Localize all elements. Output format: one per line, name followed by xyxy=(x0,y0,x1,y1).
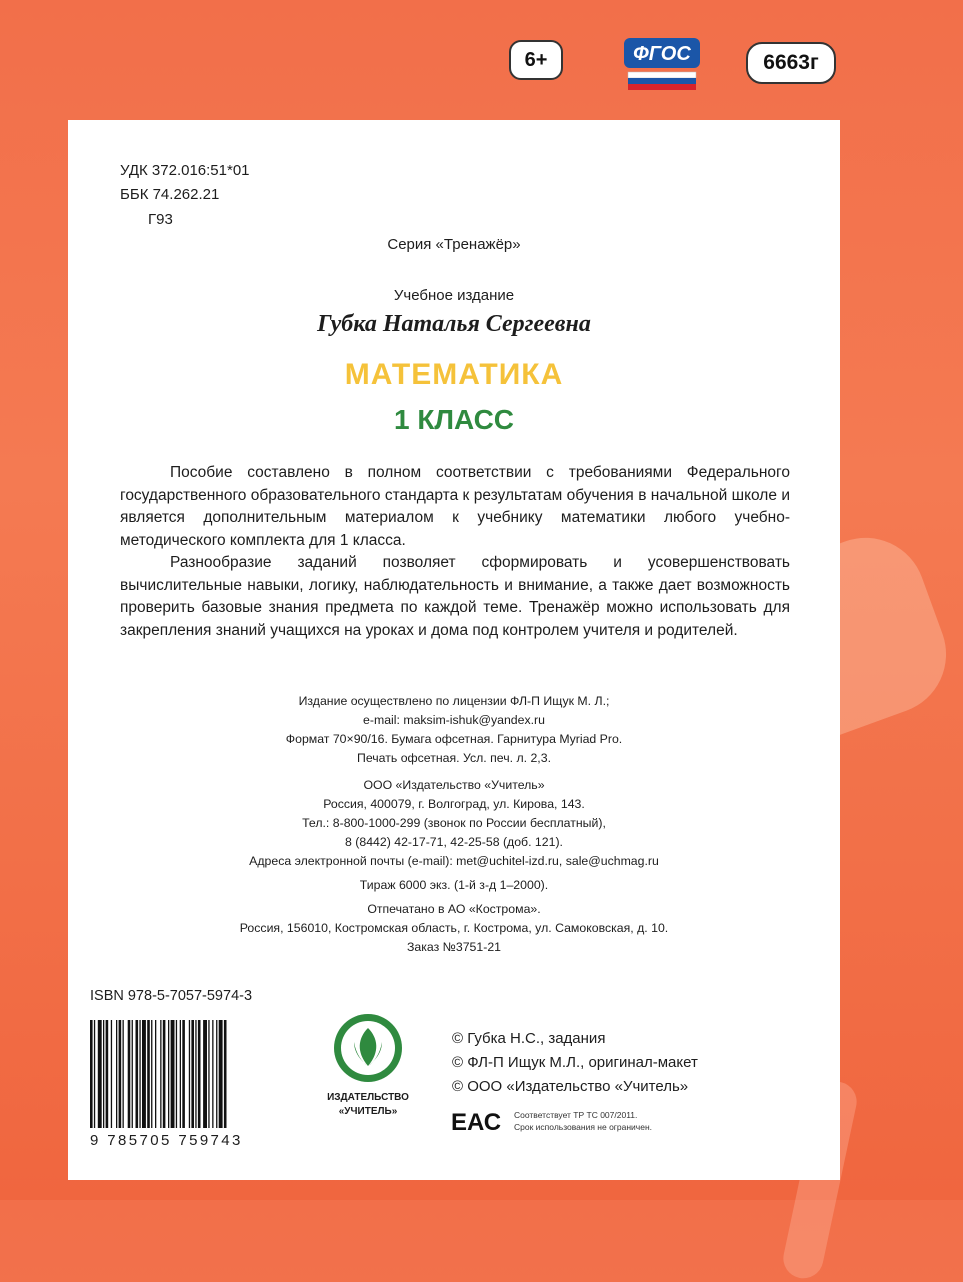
copyright-line: © ФЛ-П Ищук М.Л., оригинал-макет xyxy=(452,1054,698,1071)
license-email: e-mail: maksim-ishuk@yandex.ru xyxy=(363,713,545,727)
barcode-bar xyxy=(212,1020,213,1128)
grade-label: 1 КЛАСС xyxy=(393,404,515,435)
barcode-bar xyxy=(103,1020,104,1128)
publisher-logo-label: ИЗДАТЕЛЬСТВО xyxy=(327,1092,409,1103)
barcode-bar xyxy=(203,1020,207,1128)
publisher-block xyxy=(68,776,840,871)
series-name: Серия «Тренажёр» xyxy=(387,236,521,253)
barcode-bar xyxy=(168,1020,169,1128)
barcode-digits: 9 785705 759743 xyxy=(90,1132,243,1149)
certification-text: Соответствует ТР ТС 007/2011. xyxy=(514,1110,638,1120)
bbk-code: ББК 74.262.21 xyxy=(120,186,220,203)
barcode-bar xyxy=(189,1020,190,1128)
book-title: МАТЕМАТИКА xyxy=(344,358,564,391)
barcode-bar xyxy=(219,1020,223,1128)
publisher-phone-2: 8 (8442) 42-17-71, 42-25-58 (доб. 121). xyxy=(345,835,563,849)
publisher-address: Россия, 400079, г. Волгоград, ул. Кирова, 143. xyxy=(323,797,585,811)
barcode-bar xyxy=(176,1020,177,1128)
license-line: Издание осуществлено по лицензии ФЛ-П Ищук М. Л.; xyxy=(298,694,610,708)
udk-code: УДК 372.016:51*01 xyxy=(120,162,250,179)
barcode-bar xyxy=(106,1020,109,1128)
print-run-text: Тираж 6000 экз. (1-й з-д 1–2000). xyxy=(359,878,549,892)
barcode-bar xyxy=(208,1020,209,1128)
barcode-bar xyxy=(98,1020,102,1128)
certification-text: Срок использования не ограничен. xyxy=(514,1122,653,1132)
imprint-page xyxy=(68,120,840,1180)
publisher-logo-label: «УЧИТЕЛЬ» xyxy=(338,1106,398,1117)
author-name: Губка Наталья Сергеевна xyxy=(317,311,591,337)
printer-name: Отпечатано в АО «Кострома». xyxy=(367,902,541,916)
barcode xyxy=(90,1020,314,1128)
barcode-bar xyxy=(94,1020,95,1128)
age-rating-badge: 6+ xyxy=(509,40,563,80)
author-mark: Г93 xyxy=(148,211,173,228)
barcode-bar xyxy=(147,1020,150,1128)
barcode-bar xyxy=(195,1020,196,1128)
copyright-line: © ООО «Издательство «Учитель» xyxy=(452,1078,689,1095)
barcode-bar xyxy=(123,1020,124,1128)
barcode-bar xyxy=(128,1020,131,1128)
publisher-email: Адреса электронной почты (e-mail): met@uchitel-izd.ru, sale@uchmag.ru xyxy=(249,854,659,868)
barcode-bar xyxy=(198,1020,201,1128)
barcode-bar xyxy=(191,1020,194,1128)
barcode-bar xyxy=(151,1020,152,1128)
fgos-logo xyxy=(620,28,704,96)
format-line: Формат 70×90/16. Бумага офсетная. Гарнитура Myriad Pro. xyxy=(285,732,623,746)
barcode-bar xyxy=(155,1020,156,1128)
barcode-bar xyxy=(90,1020,93,1128)
barcode-bar xyxy=(139,1020,140,1128)
isbn: ISBN 978-5-7057-5974-3 xyxy=(90,988,253,1004)
publisher-logo xyxy=(330,1008,406,1092)
description xyxy=(120,462,790,642)
barcode-bar xyxy=(142,1020,146,1128)
barcode-bar xyxy=(171,1020,175,1128)
barcode-bar xyxy=(111,1020,112,1128)
barcode-bar xyxy=(136,1020,139,1128)
fgos-logo-text: ФГОС xyxy=(633,43,691,65)
description-paragraph: Пособие составлено в полном соответствии с требованиями Федерального государственного образовательного стандарта к результатам обучения в начальной школе и является дополнительным материалом к учебнику математики любого учебно-методического комплекта для 1 класса. xyxy=(120,464,790,549)
license-block xyxy=(68,692,840,768)
printer-block xyxy=(68,900,840,957)
order-number: Заказ №3751-21 xyxy=(407,940,501,954)
barcode-bar xyxy=(132,1020,133,1128)
barcode-bar xyxy=(160,1020,161,1128)
printer-address: Россия, 156010, Костромская область, г. Кострома, ул. Самоковская, д. 10. xyxy=(239,921,669,935)
product-code-badge: 6663г xyxy=(746,42,836,84)
print-line: Печать офсетная. Усл. печ. л. 2,3. xyxy=(357,751,551,765)
publisher-name: ООО «Издательство «Учитель» xyxy=(363,778,545,792)
print-run xyxy=(68,876,840,895)
copyright-line: © Губка Н.С., задания xyxy=(452,1030,606,1047)
barcode-bar xyxy=(119,1020,122,1128)
eac-text: ЕАС xyxy=(450,1109,502,1136)
description-paragraph: Разнообразие заданий позволяет сформировать и усовершенствовать вычислительные навыки, логику, наблюдательность и внимание, а также дает возможность проверить базовые знания предмета по каждой теме. Тренажёр можно использовать для закрепления знаний учащихся на уроках и дома под контролем учителя и родителей. xyxy=(120,554,790,639)
publisher-phone: Тел.: 8-800-1000-299 (звонок по России бесплатный), xyxy=(302,816,606,830)
barcode-bar xyxy=(224,1020,227,1128)
barcode-bar xyxy=(116,1020,117,1128)
barcode-bar xyxy=(216,1020,217,1128)
barcode-bar xyxy=(163,1020,166,1128)
edition-type: Учебное издание xyxy=(393,287,515,304)
eac-mark xyxy=(450,1106,502,1136)
barcode-bar xyxy=(180,1020,181,1128)
barcode-bar xyxy=(182,1020,185,1128)
